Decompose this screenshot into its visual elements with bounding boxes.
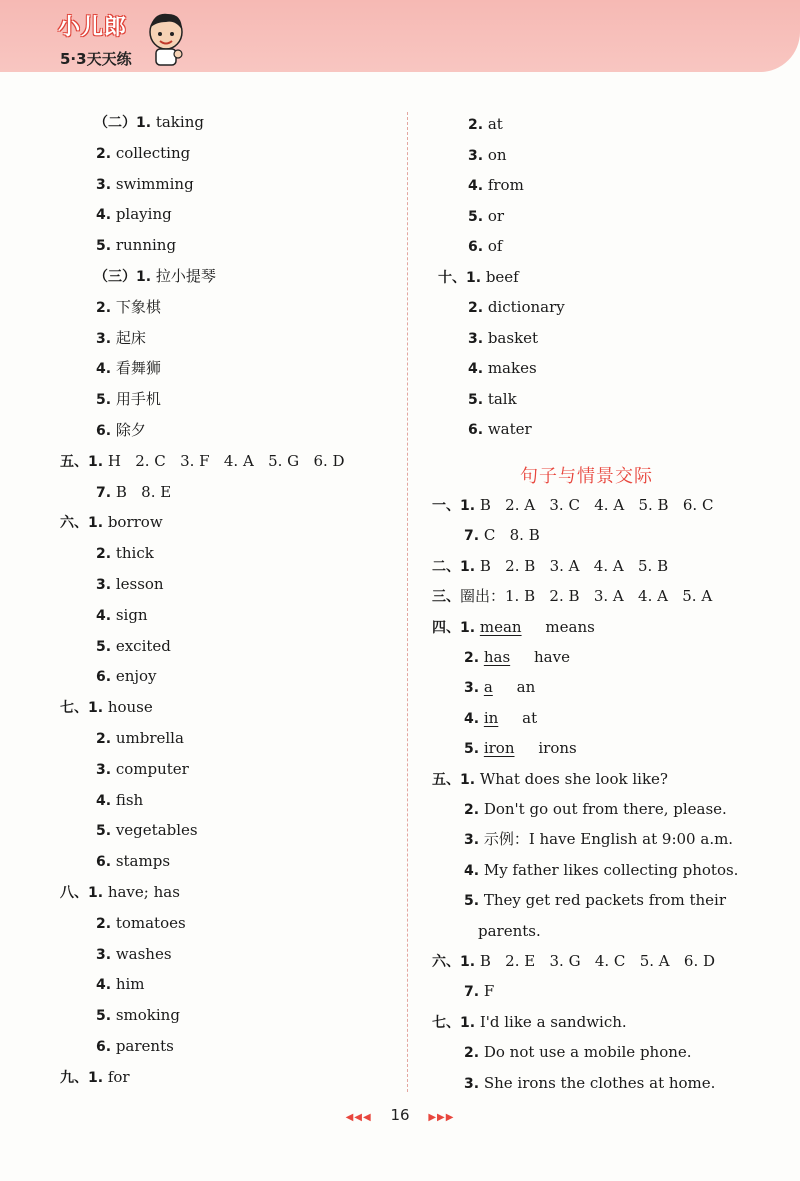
answer-line — [60, 697, 153, 718]
answer-line — [464, 647, 570, 668]
answer-line — [94, 112, 204, 133]
answer-line — [96, 759, 189, 780]
answer-line — [96, 913, 186, 934]
answer-number: 3. — [468, 147, 484, 164]
answer-number: 5. — [96, 392, 112, 409]
answer-number: 3. — [464, 1075, 480, 1092]
answer-line — [96, 790, 143, 811]
answer-number: 一、1. — [432, 498, 476, 514]
answer-text: for — [103, 1067, 130, 1086]
answer-text: 用手机 — [111, 390, 161, 409]
answer-number: 7. — [96, 484, 112, 501]
answer-line — [432, 586, 712, 607]
underlined-word: mean — [479, 617, 522, 636]
answer-text: house — [103, 698, 153, 717]
answer-number: 6. — [96, 854, 112, 871]
underlined-word: has — [483, 648, 511, 666]
answer-number: 2. — [96, 915, 112, 932]
answer-line — [96, 574, 164, 595]
answer-line — [468, 389, 517, 410]
answer-number: 九、1. — [60, 1069, 104, 1086]
answer-number: 7. — [464, 984, 480, 1001]
answer-number: （二）1. — [94, 115, 152, 131]
answer-line — [60, 1067, 130, 1088]
answer-number: 6. — [96, 423, 112, 439]
answer-line — [96, 944, 172, 965]
answer-number: 4. — [96, 207, 112, 224]
answer-line — [96, 358, 161, 379]
answer-line — [468, 175, 524, 196]
answer-text: basket — [483, 328, 539, 347]
answer-number: 4. — [96, 361, 112, 378]
answer-line — [96, 235, 176, 256]
answer-text: makes — [483, 359, 537, 377]
answer-text: smoking — [111, 1006, 180, 1025]
answer-line — [96, 389, 161, 410]
answer-number: 6. — [96, 669, 112, 686]
answer-text: She irons the clothes at home. — [479, 1073, 716, 1092]
answer-number: 4. — [96, 977, 112, 994]
answer-text: running — [111, 236, 177, 255]
answer-number: 5. — [96, 638, 112, 655]
answer-number: 2. — [96, 731, 112, 747]
answer-line — [468, 206, 504, 227]
answer-number: 3. — [96, 330, 112, 347]
answer-text: enjoy — [111, 667, 157, 686]
answer-line — [96, 605, 148, 626]
answer-text: excited — [111, 636, 171, 655]
answer-line — [96, 543, 154, 564]
answer-text: B 2. B 3. A 4. A 5. B — [475, 556, 669, 575]
brand-subtitle: 5·3天天练 — [60, 50, 132, 68]
answer-line — [432, 951, 715, 972]
answer-text: at — [498, 708, 538, 727]
answer-line — [468, 297, 565, 318]
left-arrows-icon: ◀◀◀ — [345, 1112, 372, 1123]
answer-line — [432, 769, 668, 790]
answer-number: 4. — [468, 361, 484, 377]
answer-line — [468, 358, 537, 379]
answer-text: 示例：I have English at 9:00 a.m. — [479, 830, 734, 849]
answer-number: 6. — [468, 239, 484, 255]
answer-text: 拉小提琴 — [151, 267, 216, 285]
answer-text: vegetables — [111, 821, 198, 840]
answer-text: B 8. E — [111, 482, 172, 501]
answer-line — [478, 921, 541, 942]
answer-text: B 2. A 3. C 4. A 5. B 6. C — [475, 496, 714, 514]
answer-line — [438, 267, 519, 288]
answer-number: 4. — [464, 710, 480, 727]
answer-line — [464, 525, 540, 546]
answer-number: 3. — [468, 330, 484, 347]
answer-number: 三、 — [432, 589, 460, 606]
answer-text: They get red packets from their — [479, 891, 726, 910]
answer-line — [94, 266, 216, 287]
answer-number: 2. — [468, 300, 484, 316]
answer-text: B 2. E 3. G 4. C 5. A 6. D — [475, 952, 716, 970]
answer-line — [464, 799, 727, 820]
page-footer — [0, 1106, 800, 1124]
answer-line — [96, 174, 194, 195]
answer-line — [468, 328, 538, 349]
answer-text: swimming — [111, 174, 194, 193]
answer-text: collecting — [111, 143, 191, 162]
answer-line — [432, 1012, 627, 1033]
answer-line — [464, 829, 733, 850]
answer-line — [464, 1042, 692, 1063]
answer-text: talk — [483, 389, 517, 408]
answer-line — [96, 482, 171, 503]
answer-line — [468, 419, 532, 440]
answer-number: 3. — [464, 832, 480, 849]
answer-number: 五、1. — [432, 771, 476, 788]
answer-text: lesson — [111, 575, 164, 593]
answer-line — [432, 617, 595, 638]
answer-number: 5. — [96, 823, 112, 840]
answer-number: （三）1. — [94, 269, 152, 285]
answer-number: 3. — [96, 761, 112, 778]
answer-number: 3. — [96, 577, 112, 593]
answer-text: on — [483, 145, 507, 164]
underlined-word: in — [483, 708, 499, 727]
answer-number: 5. — [96, 1008, 112, 1025]
answer-text: means — [521, 617, 595, 636]
answer-line — [96, 143, 190, 164]
answer-number: 五、1. — [60, 453, 104, 470]
answer-number: 六、1. — [432, 954, 476, 970]
right-arrows-icon: ▶▶▶ — [428, 1112, 455, 1123]
answer-line — [96, 666, 157, 687]
answer-number: 七、1. — [60, 700, 104, 717]
answer-text: What does she look like? — [475, 769, 668, 788]
answer-text: taking — [151, 113, 204, 131]
answer-line — [432, 495, 713, 516]
answer-number: 3. — [464, 680, 480, 697]
answer-number: 八、1. — [60, 885, 104, 901]
answer-text: at — [483, 115, 503, 133]
answer-line — [96, 820, 198, 841]
answer-number: 2. — [96, 145, 112, 162]
answer-text: umbrella — [111, 729, 184, 747]
section-title: 句子与情景交际 — [520, 466, 653, 487]
answer-text: irons — [514, 739, 577, 758]
answer-text: Do not use a mobile phone. — [479, 1043, 692, 1062]
answer-text: from — [483, 176, 524, 194]
answer-number: 6. — [468, 422, 484, 438]
answer-text: I'd like a sandwich. — [475, 1012, 627, 1031]
answer-text: sign — [111, 605, 148, 624]
answer-number: 十、1. — [438, 269, 482, 286]
answer-line — [464, 860, 738, 881]
answer-line — [432, 556, 668, 577]
answer-text: parents. — [478, 921, 541, 940]
boy-mascot-icon — [144, 10, 188, 68]
answer-line — [96, 974, 145, 995]
column-divider — [407, 112, 408, 1092]
answer-line — [96, 297, 161, 318]
answer-number: 5. — [96, 238, 112, 255]
answer-number: 4. — [468, 178, 484, 194]
answer-number: 4. — [96, 792, 112, 809]
answer-number: 5. — [464, 893, 480, 910]
answer-text: washes — [111, 944, 172, 963]
answer-number: 3. — [96, 946, 112, 963]
answer-text: Don't go out from there, please. — [479, 800, 727, 818]
underlined-word: a — [483, 678, 493, 697]
answer-number: 3. — [96, 176, 112, 193]
answer-line — [464, 981, 494, 1002]
answer-line — [96, 420, 146, 441]
answer-line — [96, 328, 146, 349]
answer-number: 2. — [468, 117, 484, 133]
answer-number: 5. — [468, 391, 484, 408]
answer-number: 6. — [96, 1039, 112, 1055]
answer-text: have; has — [103, 883, 180, 901]
answer-line — [96, 851, 170, 872]
underlined-word: iron — [483, 739, 515, 758]
answer-text: playing — [111, 205, 172, 224]
answer-number: 4. — [464, 862, 480, 879]
answer-text: or — [483, 206, 505, 225]
answer-line — [60, 512, 163, 533]
answer-number: 2. — [464, 802, 480, 818]
answer-line — [96, 728, 184, 749]
answer-line — [468, 236, 502, 257]
answer-text: borrow — [103, 513, 163, 532]
answer-line — [464, 890, 726, 911]
answer-text: thick — [111, 544, 154, 563]
answer-text: My father likes collecting photos. — [479, 860, 739, 879]
answer-text: 下象棋 — [111, 297, 161, 316]
answer-text: fish — [111, 790, 144, 809]
answer-line — [96, 636, 171, 657]
answer-number: 六、1. — [60, 515, 104, 532]
answer-text: stamps — [111, 852, 171, 871]
answer-text: dictionary — [483, 298, 565, 316]
answer-line — [464, 677, 535, 698]
answer-text: beef — [481, 267, 519, 286]
answer-number: 四、1. — [432, 619, 476, 636]
answer-line — [96, 204, 172, 225]
answer-text: F — [479, 982, 495, 1001]
answer-text: H 2. C 3. F 4. A 5. G 6. D — [103, 451, 345, 470]
answer-number: 7. — [464, 528, 480, 545]
answer-text: have — [510, 648, 570, 666]
answer-line — [96, 1036, 174, 1057]
answer-number: 2. — [96, 299, 112, 316]
answer-line — [464, 708, 537, 729]
answer-text: of — [483, 237, 503, 255]
answer-text: 起床 — [111, 328, 146, 347]
answer-number: 七、1. — [432, 1014, 476, 1031]
brand-title: 小儿郎 — [58, 15, 128, 40]
answer-number: 二、1. — [432, 558, 476, 575]
answer-line — [468, 145, 507, 166]
answer-line — [464, 738, 577, 759]
answer-number: 5. — [468, 208, 484, 225]
answer-number: 2. — [464, 650, 480, 666]
answer-line — [60, 451, 345, 472]
page-number: 16 — [390, 1106, 410, 1124]
answer-text: water — [483, 420, 532, 438]
answer-line — [96, 1005, 180, 1026]
answer-number: 2. — [96, 546, 112, 563]
answer-text: parents — [111, 1037, 174, 1055]
answer-text: 圈出：1. B 2. B 3. A 4. A 5. A — [460, 587, 713, 606]
answer-line — [468, 114, 503, 135]
answer-number: 5. — [464, 741, 480, 758]
answer-number: 4. — [96, 607, 112, 624]
answer-line — [60, 882, 180, 903]
brand-logo — [58, 10, 188, 70]
answer-number: 2. — [464, 1045, 480, 1062]
answer-text: tomatoes — [111, 913, 186, 932]
answer-text: 除夕 — [111, 421, 146, 439]
answer-text: computer — [111, 759, 189, 778]
answer-line — [464, 1073, 715, 1094]
answer-text: C 8. B — [479, 526, 540, 545]
answer-text: 看舞狮 — [111, 359, 161, 378]
answer-text: an — [492, 678, 536, 697]
answer-text: him — [111, 975, 145, 994]
